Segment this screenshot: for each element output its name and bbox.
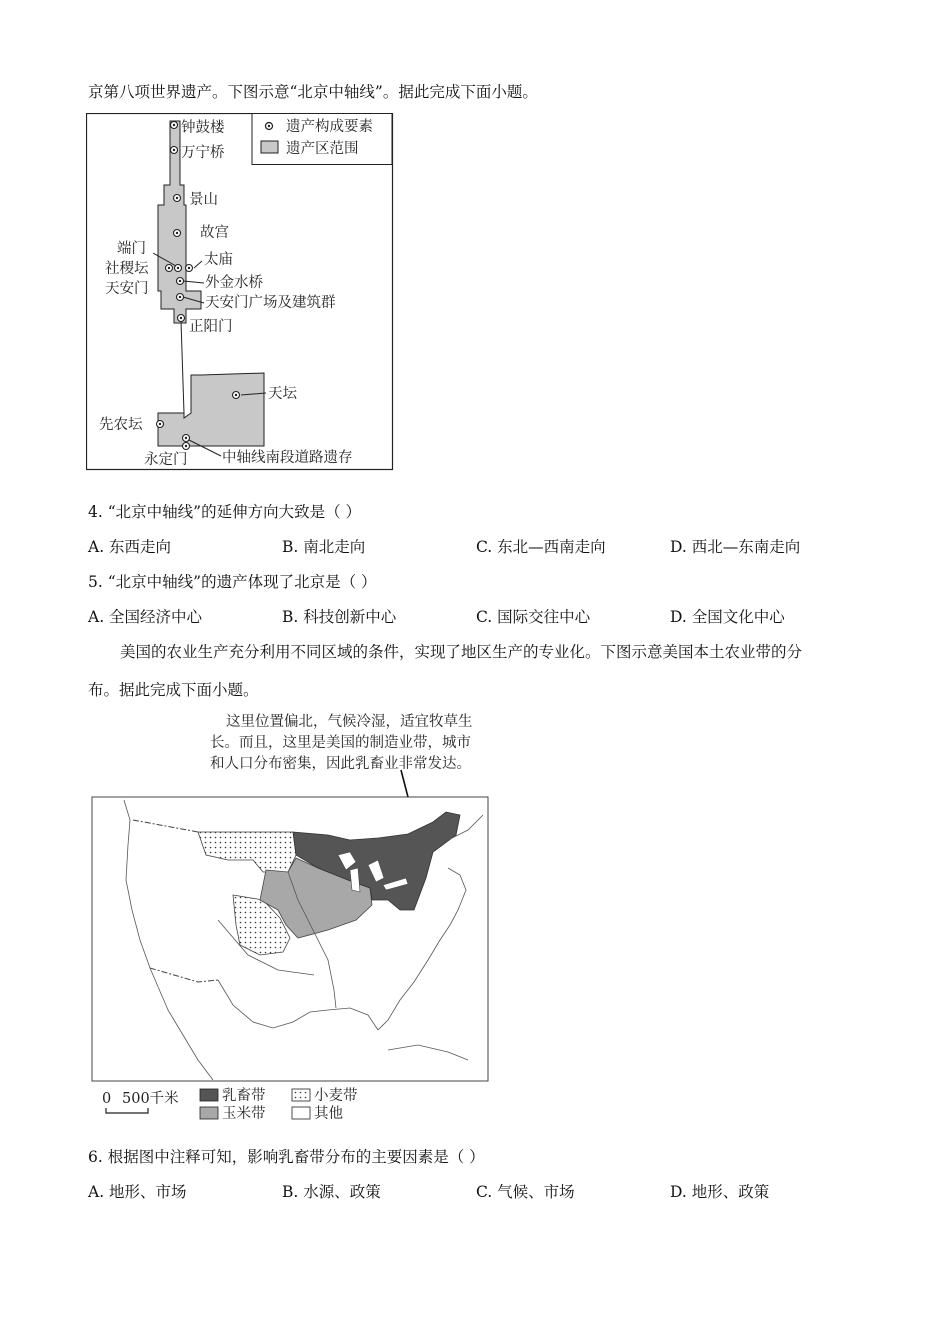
legend-corn-swatch (200, 1107, 218, 1119)
question-5-stem: 5. “北京中轴线”的遗产体现了北京是（ ） (88, 573, 377, 591)
label-gugong: 故宫 (200, 225, 229, 241)
label-tiananmen: 天安门 (105, 281, 149, 297)
question-4-option-b[interactable]: B. 南北走向 (282, 538, 366, 556)
question-4-option-c[interactable]: C. 东北—西南走向 (476, 538, 606, 556)
legend-dairy-swatch (200, 1089, 218, 1101)
label-tiantan: 天坛 (268, 386, 297, 402)
label-shejitan: 社稷坛 (105, 261, 149, 277)
us-agriculture-map (88, 760, 498, 1125)
question-5-option-c[interactable]: C. 国际交往中心 (476, 608, 591, 626)
question-4-option-d[interactable]: D. 西北—东南走向 (670, 538, 801, 556)
scale-bar (106, 1108, 148, 1113)
legend-other-swatch (292, 1107, 310, 1119)
scale-value: 500千米 (122, 1091, 179, 1107)
scale-zero: 0 (102, 1091, 112, 1107)
map-annotation-note: 这里位置偏北，气候冷湿，适宜牧草生 长。而且，这里是美国的制造业带，城市 和人口分布密集，因此乳畜业非常发达。 (210, 714, 473, 772)
label-nanduan: 中轴线南段道路遗存 (222, 450, 353, 466)
label-zhengyangmen: 正阳门 (189, 319, 233, 335)
label-waijinshuiqiao: 外金水桥 (205, 275, 263, 291)
legend-area-icon (261, 141, 278, 153)
legend-wheat-swatch (292, 1089, 310, 1101)
legend-wheat-label: 小麦带 (314, 1088, 358, 1104)
intro-text-2-line-1: 美国的农业生产充分利用不同区域的条件，实现了地区生产的专业化。下图示意美国本土农业带的分 (120, 643, 803, 661)
legend-dairy-label: 乳畜带 (222, 1088, 266, 1104)
label-wanningqiao: 万宁桥 (181, 145, 225, 161)
question-6-option-b[interactable]: B. 水源、政策 (282, 1183, 381, 1201)
legend-other-label: 其他 (314, 1106, 343, 1122)
question-5-option-d[interactable]: D. 全国文化中心 (670, 608, 785, 626)
legend-element-label: 遗产构成要素 (286, 119, 373, 135)
label-taimiao: 太庙 (204, 252, 233, 268)
label-xiannongtan: 先农坛 (99, 417, 143, 433)
intro-text-2-line-2: 布。据此完成下面小题。 (88, 681, 259, 699)
central-axis-map (86, 113, 394, 471)
question-6-option-a[interactable]: A. 地形、市场 (88, 1183, 187, 1201)
question-6-option-d[interactable]: D. 地形、政策 (670, 1183, 770, 1201)
question-4-option-a[interactable]: A. 东西走向 (88, 538, 172, 556)
label-jingshan: 景山 (189, 192, 218, 208)
label-duanmen: 端门 (117, 241, 146, 257)
question-5-option-a[interactable]: A. 全国经济中心 (88, 608, 203, 626)
intro-text-1: 京第八项世界遗产。下图示意“北京中轴线”。据此完成下面小题。 (88, 83, 538, 101)
label-guangchang: 天安门广场及建筑群 (205, 295, 336, 311)
question-4-stem: 4. “北京中轴线”的延伸方向大致是（ ） (88, 503, 361, 521)
legend-area-label: 遗产区范围 (286, 141, 359, 157)
question-5-option-b[interactable]: B. 科技创新中心 (282, 608, 397, 626)
label-yongdingmen: 永定门 (144, 452, 188, 468)
question-6-option-c[interactable]: C. 气候、市场 (476, 1183, 575, 1201)
label-zhonggulou: 钟鼓楼 (181, 120, 225, 136)
legend-corn-label: 玉米带 (222, 1106, 266, 1122)
question-6-stem: 6. 根据图中注释可知，影响乳畜带分布的主要因素是（ ） (88, 1148, 485, 1166)
